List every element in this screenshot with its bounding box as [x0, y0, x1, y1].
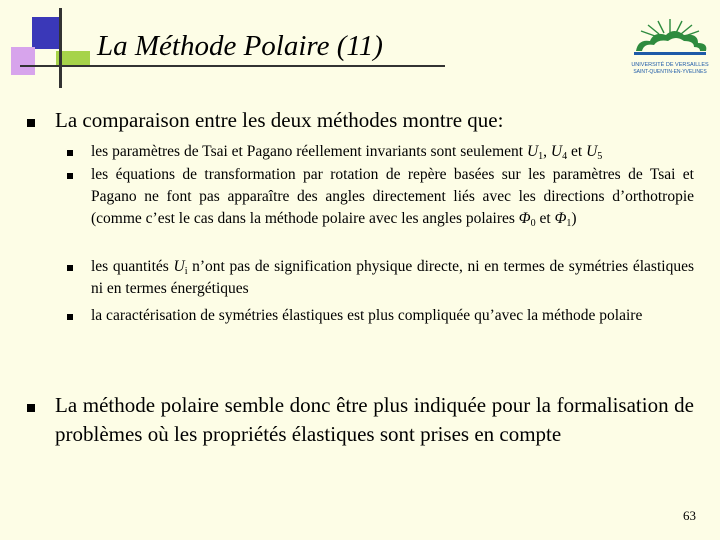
sub-bullet-marker [67, 173, 73, 179]
math-u: U [586, 143, 598, 160]
sub-bullet-4: la caractérisation de symétries élastiques est plus compliquée qu’avec la méthode polaire [91, 307, 643, 324]
math-sep: et [535, 210, 555, 227]
math-sub: 1 [538, 151, 544, 163]
logo-line1: UNIVERSITÉ DE VERSAILLES [631, 62, 709, 68]
sub-bullet-1 [91, 141, 694, 163]
sub-bullet-3-text: n’ont pas de signification physique directe, ni en termes de symétries élastiques ni en termes énergétiques [91, 258, 694, 297]
slide-title: La Méthode Polaire (11) [97, 30, 383, 62]
decor-line-vertical [59, 8, 62, 88]
sub-bullet-2 [91, 164, 694, 230]
decor-square-blue [32, 17, 62, 49]
math-sub: 4 [562, 151, 568, 163]
math-sep: , [543, 143, 551, 160]
sub-bullet-3 [91, 256, 694, 300]
bullet-marker [27, 404, 35, 412]
math-sub: 0 [530, 218, 536, 230]
math-phi: Φ [518, 210, 531, 227]
math-phi: Φ [554, 210, 567, 227]
intro-text: La comparaison entre les deux méthodes montre que: [55, 108, 504, 132]
decor-square-purple [11, 47, 35, 75]
sub-bullet-marker [67, 150, 73, 156]
university-logo [628, 15, 712, 77]
bullet-marker [27, 119, 35, 127]
sub-bullet-marker [67, 265, 73, 271]
conclusion-text: La méthode polaire semble donc être plus indiquée pour la formalisation de problèmes où les propriétés élastiques sont prises en compte [55, 393, 694, 446]
math-u: U [173, 258, 185, 275]
decor-line-horizontal [20, 65, 445, 67]
math-sub: 1 [566, 218, 572, 230]
logo-line2: SAINT-QUENTIN-EN-YVELINES [633, 69, 707, 75]
sub-bullet-marker [67, 314, 73, 320]
math-sep: et [567, 143, 587, 160]
sub-bullet-1-text: les paramètres de Tsai et Pagano réellement invariants sont seulement [91, 143, 527, 160]
sub-bullet-3-text: les quantités [91, 258, 174, 275]
math-sep: ) [571, 210, 577, 227]
page-number: 63 [683, 508, 696, 523]
math-sub: 5 [597, 151, 603, 163]
math-u: U [526, 143, 539, 160]
math-sub: i [184, 266, 188, 278]
logo-emblem-icon [628, 15, 712, 57]
math-u: U [550, 143, 563, 160]
sub-bullet-2-text: les équations de transformation par rotation de repère basées sur les paramètres de Tsai et Pagano ne font pas apparaître des angles directement liés avec les directions d’orthotropie (comme c’est le cas dans la méthode polaire avec les angles polaires [91, 166, 694, 227]
